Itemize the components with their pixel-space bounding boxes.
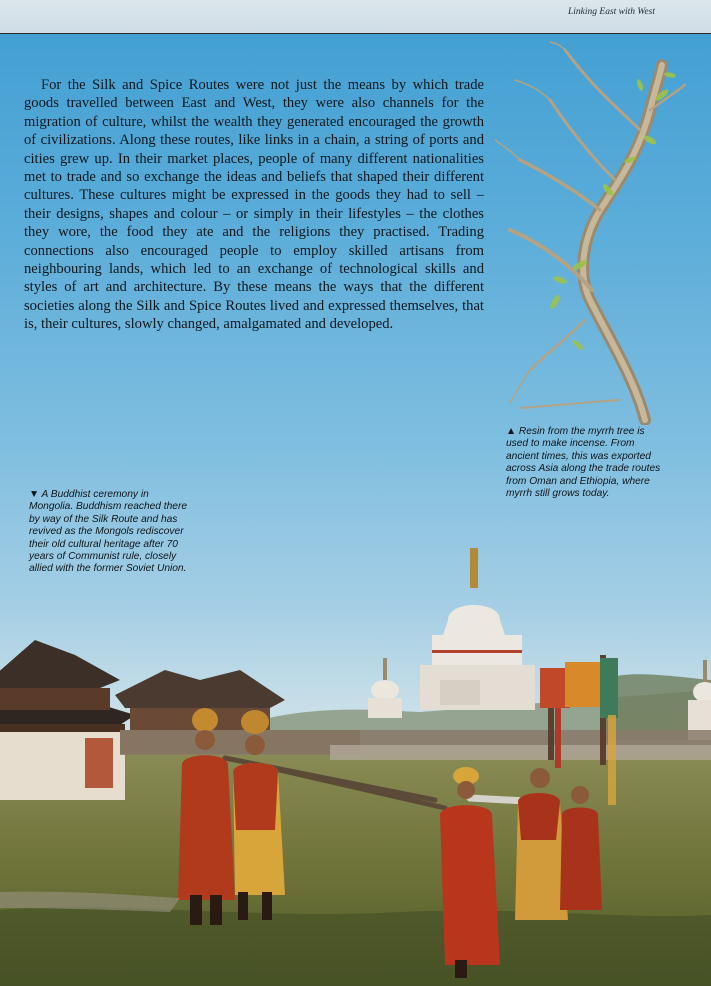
stupa-large	[420, 548, 535, 710]
caption-buddhist-ceremony: ▼ A Buddhist ceremony in Mongolia. Buddhism reached there by way of the Silk Route and has revived as the Mongols rediscover their old cultural heritage after 70 years of Communist rule, closely allied with the former Soviet Union.	[29, 489, 188, 575]
temple-left	[0, 640, 135, 800]
header-rule	[0, 33, 711, 34]
caption-myrrh: ▲ Resin from the myrrh tree is used to make incense. From ancient times, this was exported across Asia along the trade routes from Oman and Ethiopia, where myrrh still grows today.	[506, 426, 661, 500]
myrrh-tree-image	[490, 40, 690, 425]
running-head: Linking East with West	[567, 7, 655, 17]
main-paragraph: For the Silk and Spice Routes were not just the means by which trade goods travelled between East and West, they were also channels for the migration of culture, whilst the wealth they generated encouraged the growth of civilizations. Along these routes, like links in a chain, a string of ports and cities grew up. In their market places, people of many different nationalities met to trade and so exchange the ideas and beliefs that shaped their different cultures. These cultures might be expressed in the goods they had to sell – their designs, shapes and colour – or simply in their lifestyles – the clothes they wore, the food they ate and the religions they practised. Trading connections also encouraged people to employ skilled artisans from neighbouring lands, which led to an exchange of technological skills and styles of art and architecture. By these means the ways that the different societies along the Silk and Spice Routes lived and expressed themselves, that is, their cultures, slowly changed, amalgamated and developed.	[24, 77, 484, 333]
buddhist-ceremony-photo	[0, 540, 711, 986]
stupa-small-left	[368, 658, 402, 718]
stupa-small-right	[688, 660, 711, 740]
